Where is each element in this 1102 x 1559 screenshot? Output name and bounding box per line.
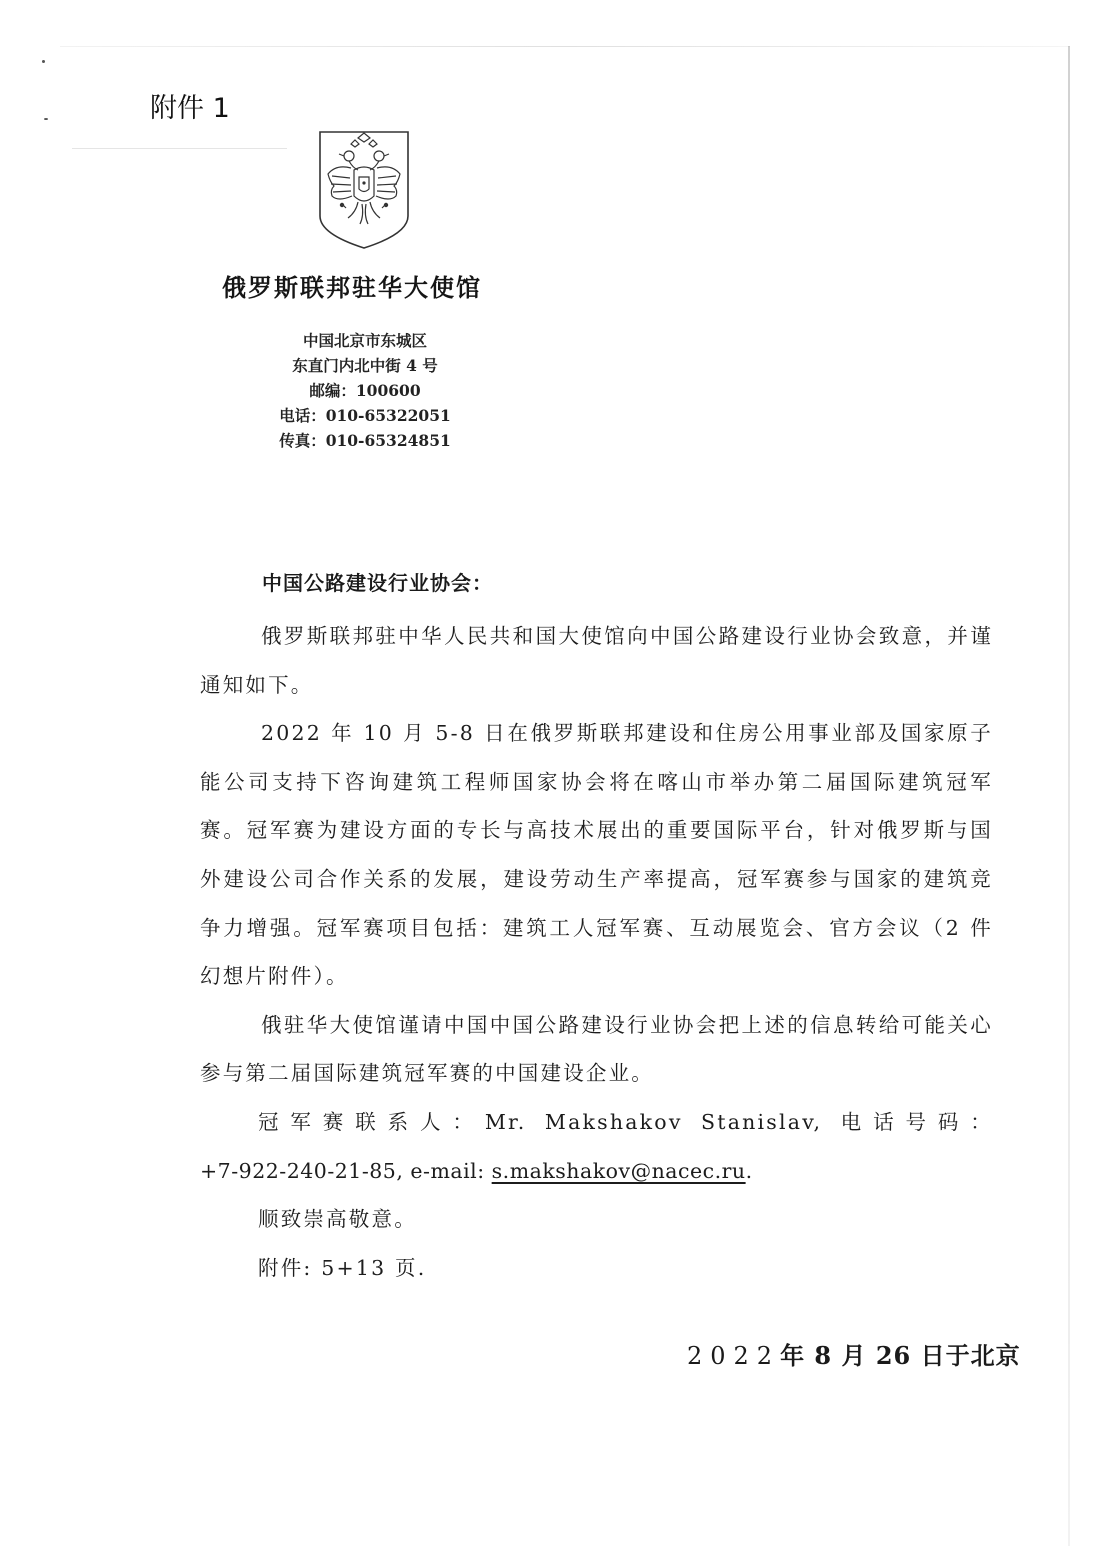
attachments-note: 附件: 5+13 页. [258, 1255, 427, 1280]
contact-line: 冠军赛联系人：Mr. Makshakov Stanislav, 电话号码： [258, 1109, 993, 1134]
letter-recipient: 中国公路建设行业协会： [262, 571, 493, 595]
scan-dot [42, 60, 45, 63]
contact-details [200, 1147, 993, 1196]
contact-phone: +7-922-240-21-85, e-mail: [200, 1158, 492, 1183]
letter-date [687, 1336, 1021, 1371]
address-line-phone: 电话：010-65322051 [279, 406, 451, 425]
address-line-street: 东直门内北中街 4 号 [292, 356, 438, 375]
paragraph-event-info: 2022 年 10 月 5-8 日在俄罗斯联邦建设和住房公用事业部及国家原子能公司支持下咨询建筑工程师国家协会将在喀山市举办第二届国际建筑冠军赛。冠军赛为建设方面的专长与高技术展出的重要国际平台，针对俄罗斯与国外建设公司合作关系的发展，建设劳动生产率提高，冠军赛参与国家的建筑竞争力增强。冠军赛项目包括：建筑工人冠军赛、互动展览会、官方会议（2 件幻想片附件）。 [200, 721, 993, 989]
date-place: 年 8 月 26 日于北京 [780, 1341, 1021, 1370]
paragraph-greeting: 俄罗斯联邦驻中华人民共和国大使馆向中国公路建设行业协会致意，并谨通知如下。 [200, 624, 993, 697]
address-line-postcode: 邮编：100600 [309, 381, 421, 400]
page-edge-top [60, 46, 1070, 47]
embassy-name: 俄罗斯联邦驻华大使馆 [222, 273, 482, 302]
attachment-label: 附件 1 [150, 93, 230, 124]
address-line-district: 中国北京市东城区 [302, 331, 427, 350]
double-headed-eagle-coat-of-arms-icon [318, 130, 410, 250]
letter-body [200, 612, 993, 1292]
date-year: 2022 [687, 1342, 781, 1370]
address-line-fax: 传真：010-65324851 [279, 431, 451, 450]
contact-suffix: . [745, 1158, 753, 1183]
page-edge-right [1068, 46, 1070, 1546]
embassy-address [260, 328, 470, 453]
contact-email-link[interactable]: s.makshakov@nacec.ru [491, 1158, 746, 1183]
paragraph-request: 俄驻华大使馆谨请中国中国公路建设行业协会把上述的信息转给可能关心参与第二届国际建筑冠军赛的中国建设企业。 [200, 1012, 993, 1086]
closing-salutation: 顺致崇高敬意。 [258, 1207, 417, 1232]
scan-dot [44, 118, 48, 120]
